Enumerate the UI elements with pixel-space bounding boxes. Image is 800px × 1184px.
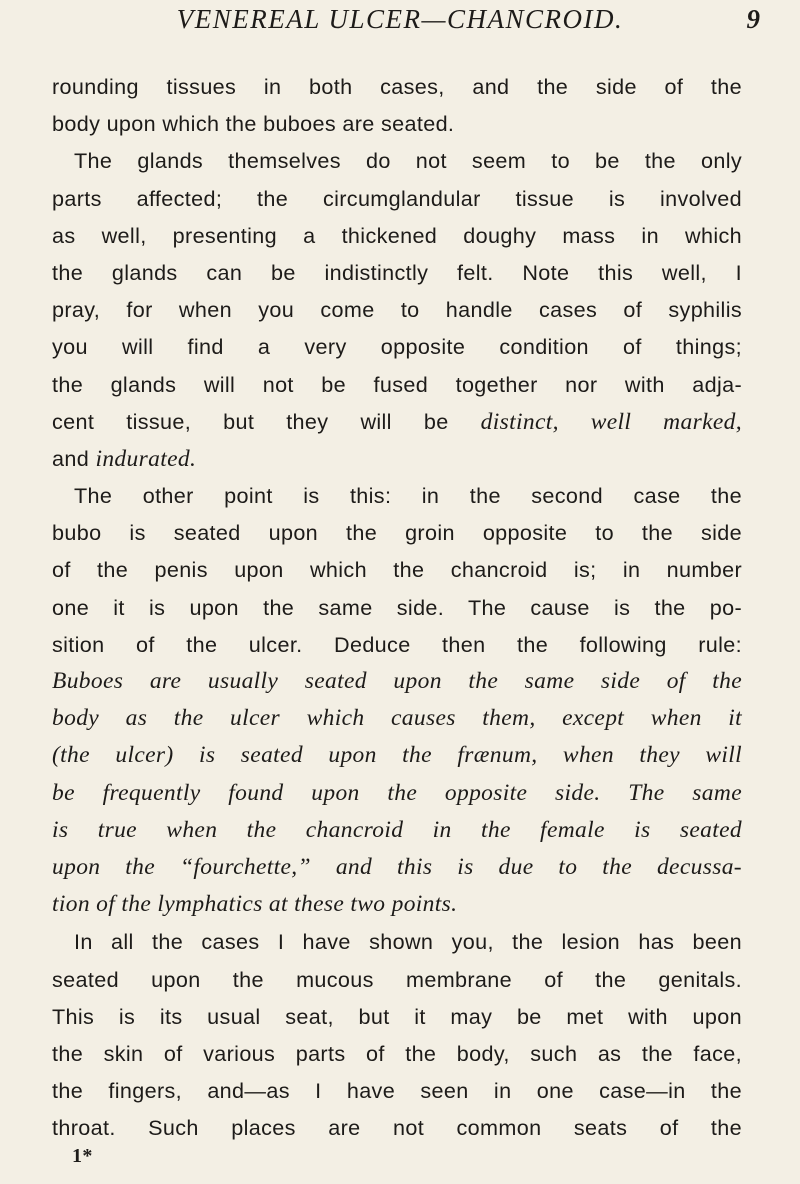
text-run: and	[52, 445, 90, 471]
text-line: bubo is seated upon the groin opposite to the side	[52, 520, 742, 546]
text-line: body upon which the buboes are seated.	[52, 111, 455, 137]
italic-text-line: body as the ulcer which causes them, except when it	[52, 705, 742, 732]
running-head	[0, 2, 800, 40]
text-line: The glands themselves do not seem to be the only	[74, 148, 742, 174]
italic-text-line: tion of the lymphatics at these two points.	[52, 891, 458, 918]
text-line: pray, for when you come to handle cases of syphilis	[52, 297, 742, 323]
text-line: seated upon the mucous membrane of the genitals.	[52, 966, 742, 992]
text-line: the fingers, and—as I have seen in one case—in the	[52, 1078, 742, 1104]
italic-text-line: upon the “fourchette,” and this is due to the decussa-	[52, 853, 742, 880]
italic-text-line: be frequently found upon the opposite side. The same	[52, 779, 742, 806]
italic-text: distinct, well marked,	[480, 408, 742, 435]
text-line: sition of the ulcer. Deduce then the following rule:	[52, 631, 742, 657]
text-line: you will find a very opposite condition of things;	[52, 334, 742, 360]
text-line	[52, 440, 742, 477]
text-run: cent tissue, but they will be	[52, 408, 449, 434]
italic-text-line: is true when the chancroid in the female is seated	[52, 816, 742, 843]
text-line: In all the cases I have shown you, the lesion has been	[74, 929, 742, 955]
text-line: rounding tissues in both cases, and the side of the	[52, 74, 742, 99]
italic-text: indurated.	[95, 445, 197, 472]
italic-text-line: (the ulcer) is seated upon the frænum, when they will	[52, 742, 742, 769]
text-line: parts affected; the circumglandular tissue is involved	[52, 185, 742, 211]
text-line: the glands can be indistinctly felt. Note this well, I	[52, 259, 742, 285]
running-title: VENEREAL ULCER—CHANCROID.	[176, 4, 624, 34]
italic-text-line: Buboes are usually seated upon the same side of the	[52, 668, 742, 694]
signature-mark: 1*	[72, 1145, 93, 1168]
text-line: the glands will not be fused together nor with adja-	[52, 371, 742, 397]
page-number: 9	[746, 4, 760, 34]
text-line: one it is upon the same side. The cause is the po-	[52, 594, 742, 620]
text-line: of the penis upon which the chancroid is; in number	[52, 557, 742, 583]
text-line: This is its usual seat, but it may be met with upon	[52, 1003, 742, 1029]
text-line: the skin of various parts of the body, such as the face,	[52, 1040, 742, 1066]
text-line: The other point is this: in the second case the	[74, 483, 742, 509]
text-line: throat. Such places are not common seats of the	[52, 1115, 742, 1141]
text-line	[52, 403, 742, 440]
body-text	[52, 68, 742, 1184]
text-line: as well, presenting a thickened doughy mass in which	[52, 222, 742, 248]
